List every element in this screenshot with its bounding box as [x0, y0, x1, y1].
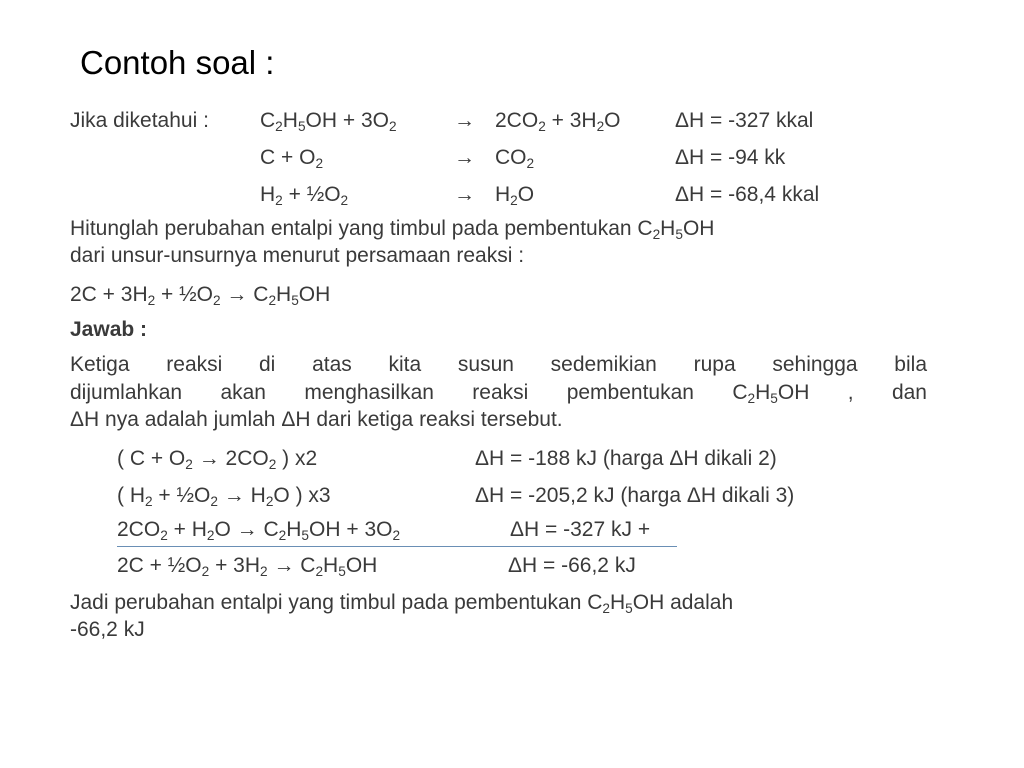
step-2-dh: ΔH = -205,2 kJ (harga ΔH dikali 3) — [475, 484, 795, 507]
conclusion-line-1: Jadi perubahan entalpi yang timbul pada pembentukan $C_2H_5OH$ adalah — [70, 591, 734, 617]
reaction-2-dh: ΔH = -94 kk — [675, 146, 786, 169]
reaction-2-rhs: $CO_2$ — [495, 146, 535, 172]
question-line-1: Hitunglah perubahan entalpi yang timbul pada pembentukan $C_2H_5OH$ — [70, 217, 715, 243]
reaction-1-arrow: → — [454, 109, 475, 132]
reaction-3-rhs: $H_2O$ — [495, 183, 535, 209]
given-label: Jika diketahui : — [70, 109, 209, 132]
explanation-line-2: dijumlahkan akan menghasilkan reaksi pembentukan $C_2H_5OH$ , dan — [70, 381, 927, 407]
reaction-3-arrow: → — [454, 183, 475, 206]
reaction-1-dh: ΔH = -327 kkal — [675, 109, 814, 132]
reaction-1-rhs: $2CO_2 + 3H_2O$ — [495, 109, 621, 135]
reaction-3-dh: ΔH = -68,4 kkal — [675, 183, 820, 206]
sum-divider-line — [117, 546, 677, 547]
step-1-dh: ΔH = -188 kJ (harga ΔH dikali 2) — [475, 447, 777, 470]
conclusion-line-2: -66,2 kJ — [70, 618, 145, 641]
step-3-dh: ΔH = -327 kJ + — [510, 518, 651, 541]
target-reaction: $2C + 3H_2$ + $\frac{1}{2}O_2 \to C_2H_5OH$ — [70, 283, 331, 309]
step-4-equation: $2C + \frac{1}{2}O_2 + 3H_2 \to C_2H_5OH$ — [117, 554, 378, 580]
step-3-equation: $2CO_2 + H_2O \to C_2H_5OH + 3O_2$ — [117, 518, 401, 544]
step-2-equation: ( $H_2$ + $\frac{1}{2}O_2 \to H_2O$ ) x3 — [117, 484, 331, 510]
given-block — [70, 108, 209, 134]
question-line-2: dari unsur-unsurnya menurut persamaan reaksi : — [70, 244, 525, 267]
reaction-3-lhs: $H_2$ + $\frac{1}{2}O_2$ — [260, 183, 349, 209]
reaction-2-arrow: → — [454, 146, 475, 169]
reaction-2-lhs: $C + O_2$ — [260, 146, 324, 172]
reaction-1-lhs: $C_2H_5OH + 3O_2$ — [260, 109, 397, 135]
step-1-equation: ( $C + O_2 \to 2CO_2$ ) x2 — [117, 447, 318, 473]
explanation-line-3: ΔH nya adalah jumlah ΔH dari ketiga reaksi tersebut. — [70, 408, 563, 431]
step-4-dh: ΔH = -66,2 kJ — [508, 554, 636, 577]
answer-label: Jawab : — [70, 318, 148, 341]
slide-title: Contoh soal : — [80, 44, 275, 81]
explanation-line-1: Ketiga reaksi di atas kita susun sedemikian rupa sehingga bila — [70, 353, 927, 376]
